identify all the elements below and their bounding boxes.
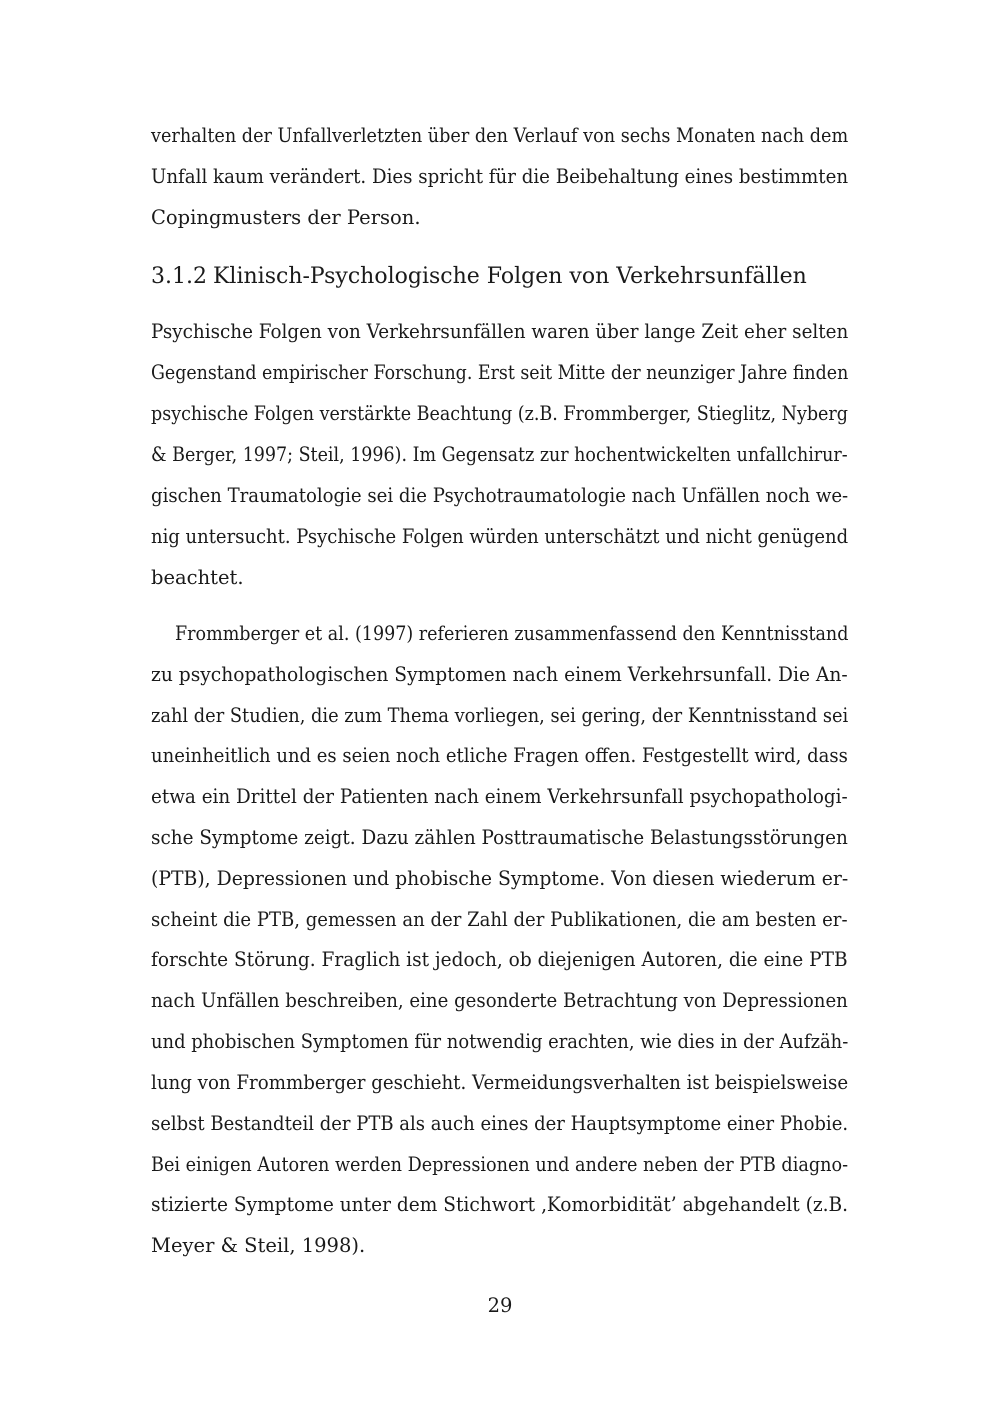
text-line: zu psychopathologischen Symptomen nach einem Verkehrsunfall. Die An- [151, 663, 848, 686]
text-line: zahl der Studien, die zum Thema vorliegen, sei gering, der Kenntnisstand sei [151, 704, 849, 727]
text-line: Bei einigen Autoren werden Depressionen und andere neben der PTB diagno- [151, 1153, 849, 1176]
text-line: psychische Folgen verstärkte Beachtung (z.B. Frommberger, Stieglitz, Nyberg [151, 402, 849, 425]
text-line: Meyer & Steil, 1998). [151, 1234, 366, 1257]
text-line: uneinheitlich und es seien noch etliche Fragen offen. Festgestellt wird, dass [151, 744, 848, 767]
text-line: Frommberger et al. (1997) referieren zusammenfassend den Kenntnisstand [175, 622, 849, 645]
text-line: & Berger, 1997; Steil, 1996). Im Gegensatz zur hochentwickelten unfallchirur- [151, 443, 848, 466]
text-line: und phobischen Symptomen für notwendig erachten, wie dies in der Aufzäh- [151, 1030, 849, 1053]
text-line: nig untersucht. Psychische Folgen würden unterschätzt und nicht genügend [151, 525, 849, 548]
text-line: scheint die PTB, gemessen an der Zahl der Publikationen, die am besten er- [151, 908, 848, 931]
text-line: Copingmusters der Person. [151, 206, 421, 229]
section-heading [151, 266, 807, 288]
text-line: stizierte Symptome unter dem Stichwort ‚Komorbidität’ abgehandelt (z.B. [151, 1193, 849, 1216]
text-line: etwa ein Drittel der Patienten nach einem Verkehrsunfall psychopathologi- [151, 785, 848, 808]
section-title: Klinisch-Psychologische Folgen von Verkehrsunfällen [213, 264, 807, 289]
section-number: 3.1.2 [151, 264, 207, 289]
text-line: beachtet. [151, 566, 244, 589]
text-line: selbst Bestandteil der PTB als auch eines der Hauptsymptome einer Phobie. [151, 1112, 849, 1135]
text-line: sche Symptome zeigt. Dazu zählen Posttraumatische Belastungsstörungen [151, 826, 848, 849]
text-line: Gegenstand empirischer Forschung. Erst seit Mitte der neunziger Jahre finden [151, 361, 849, 384]
page-number: 29 [487, 1294, 513, 1317]
text-line: verhalten der Unfallverletzten über den Verlauf von sechs Monaten nach dem [151, 124, 849, 147]
text-line: (PTB), Depressionen und phobische Symptome. Von diesen wiederum er- [151, 867, 849, 890]
text-line: gischen Traumatologie sei die Psychotraumatologie nach Unfällen noch we- [151, 484, 849, 507]
text-line: nach Unfällen beschreiben, eine gesonderte Betrachtung von Depressionen [151, 989, 848, 1012]
text-line: lung von Frommberger geschieht. Vermeidungsverhalten ist beispielsweise [151, 1071, 849, 1094]
text-line: forschte Störung. Fraglich ist jedoch, ob diejenigen Autoren, die eine PTB [151, 948, 848, 971]
text-line: Unfall kaum verändert. Dies spricht für die Beibehaltung eines bestimmten [151, 165, 849, 188]
text-line: Psychische Folgen von Verkehrsunfällen waren über lange Zeit eher selten [151, 320, 849, 343]
